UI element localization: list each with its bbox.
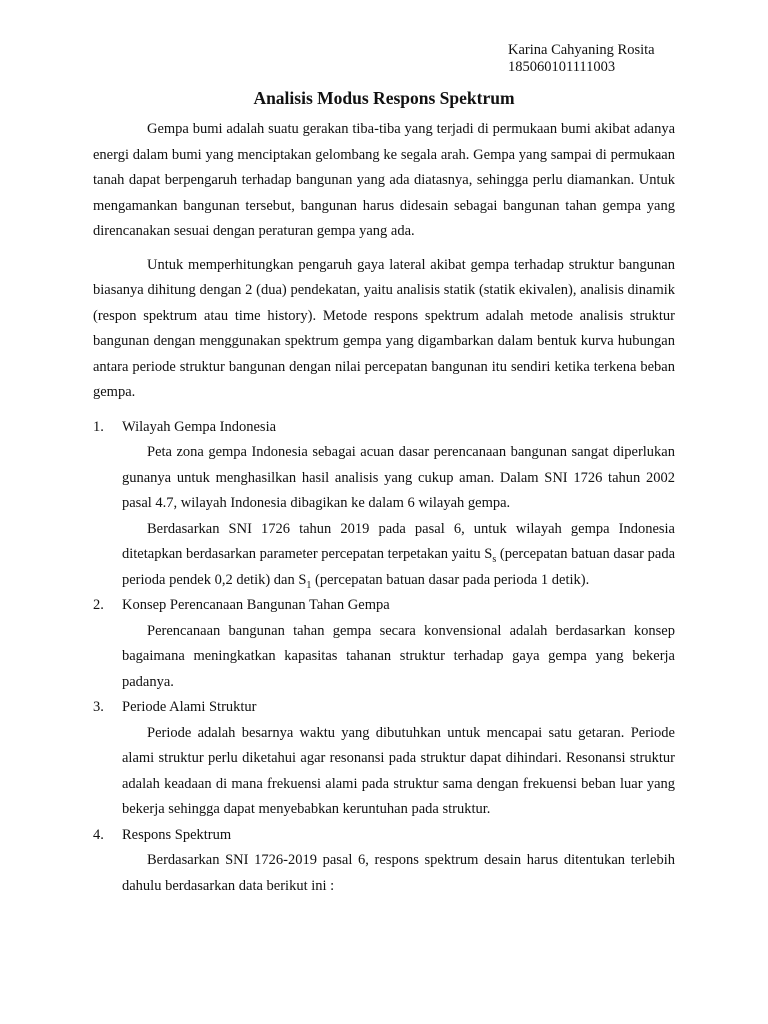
paragraph-text-part: (percepatan batuan dasar pada perioda pendek 0,2 detik) dan S (122, 546, 676, 588)
section-paragraph: Periode adalah besarnya waktu yang dibutuhkan untuk mencapai satu getaran. Periode alami struktur perlu diketahui agar resonansi pada struktur dapat dihindari. Resonansi struktur adalah keadaan di mana frekuensi alami pada struktur sama dengan frekuensi beban luar yang bekerja sehingga dapat menyebabkan keruntuhan pada struktur. (122, 724, 675, 817)
section-paragraph: Perencanaan bangunan tahan gempa secara konvensional adalah berdasarkan konsep bagaimana meningkatkan kapasitas tahanan struktur terhadap gaya gempa yang bekerja padanya. (122, 622, 675, 690)
section-number: 4. (93, 826, 104, 843)
document-title: Analisis Modus Respons Spektrum (253, 88, 515, 108)
section-1 (93, 415, 675, 594)
subscript-1: 1 (306, 579, 312, 591)
section-title: Respons Spektrum (122, 826, 232, 843)
section-number: 3. (93, 699, 104, 715)
section-paragraph: Berdasarkan SNI 1726-2019 pasal 6, respons spektrum desain harus ditentukan terlebih dahulu berdasarkan data berikut ini : (122, 852, 675, 894)
section-2 (93, 593, 675, 695)
document-body (93, 117, 675, 899)
section-title: Wilayah Gempa Indonesia (122, 418, 277, 435)
section-number: 1. (93, 418, 104, 435)
section-list (93, 415, 675, 900)
author-name: Karina Cahyaning Rosita (508, 42, 655, 58)
paragraph-text-part: Berdasarkan SNI 1726 tahun 2019 pada pasal 6, untuk wilayah gempa Indonesia ditetapkan berdasarkan parameter percepatan terpetakan yaitu S (122, 520, 675, 562)
author-block (508, 42, 655, 76)
student-id: 185060101111003 (508, 59, 616, 75)
intro-paragraph-1: Gempa bumi adalah suatu gerakan tiba-tiba yang terjadi di permukaan bumi akibat adanya energi dalam bumi yang menciptakan gelombang ke segala arah. Gempa yang sampai di permukaan tanah dapat berpengaruh terhadap bangunan yang ada diatasnya, sehingga perlu diamankan. Untuk mengamankan bangunan tersebut, bangunan harus didesain sebagai bangunan tahan gempa yang direncanakan sesuai dengan peraturan gempa yang ada. (93, 121, 675, 239)
intro-paragraph-2: Untuk memperhitungkan pengaruh gaya lateral akibat gempa terhadap struktur bangunan biasanya dihitung dengan 2 (dua) pendekatan, yaitu analisis statik (statik ekivalen), analisis dinamik (respon spektrum atau time history). Metode respons spektrum adalah metode analisis struktur bangunan dengan menggunakan spektrum gempa yang digambarkan dalam bentuk kurva hubungan antara periode struktur bangunan dengan nilai percepatan bangunan itu sendiri ketika terkena beban gempa. (93, 256, 675, 400)
section-4 (93, 823, 675, 900)
section-paragraph: Peta zona gempa Indonesia sebagai acuan dasar perencanaan bangunan sangat diperlukan gunanya untuk menghasilkan hasil analisis yang cukup aman. Dalam SNI 1726 tahun 2002 pasal 4.7, wilayah Indonesia dibagikan ke dalam 6 wilayah gempa. (122, 444, 675, 511)
subscript-s: s (492, 553, 497, 565)
section-number: 2. (93, 597, 104, 613)
section-title: Periode Alami Struktur (122, 699, 257, 715)
section-title: Konsep Perencanaan Bangunan Tahan Gempa (122, 597, 390, 613)
section-3 (93, 695, 675, 823)
paragraph-text-part: (percepatan batuan dasar pada perioda 1 detik). (311, 571, 590, 588)
section-paragraph-subscript (122, 517, 675, 594)
